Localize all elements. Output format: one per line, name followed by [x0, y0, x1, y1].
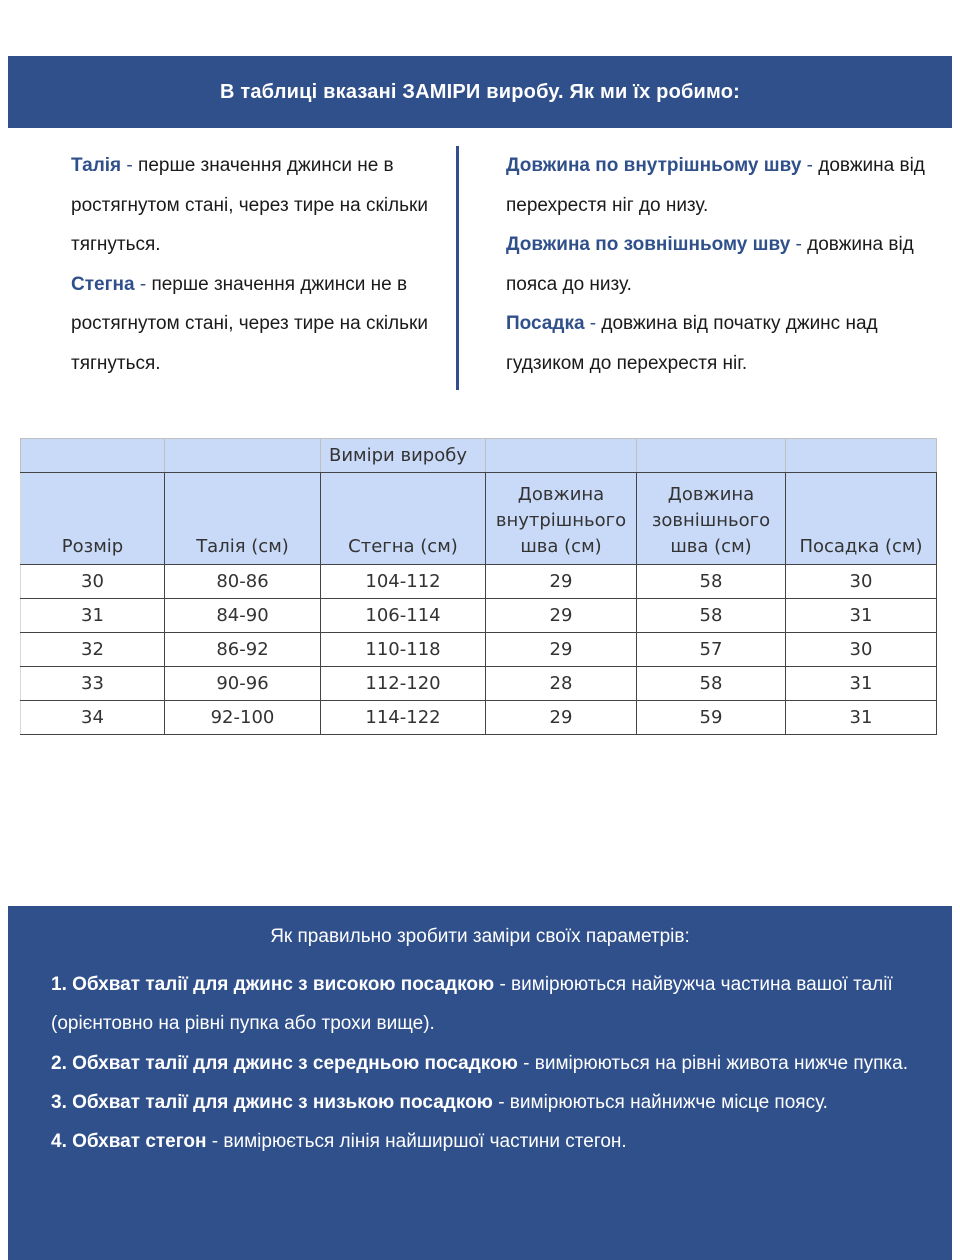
table-header-empty — [786, 439, 937, 473]
table-cell: 112-120 — [321, 667, 486, 701]
instructions-banner — [8, 906, 952, 1260]
instruction-text: - вимірюється лінія найширшої частини стегон. — [206, 1131, 627, 1153]
definition-inseam — [506, 146, 936, 225]
column-header-rise: Посадка (см) — [786, 473, 937, 565]
table-cell: 29 — [486, 599, 637, 633]
table-cell: 58 — [637, 599, 786, 633]
definition-hips — [71, 265, 441, 384]
table-cell: 58 — [637, 667, 786, 701]
table-cell: 31 — [786, 599, 937, 633]
definition-text: довжина від пояса до низу. — [506, 234, 914, 295]
column-header-inseam: Довжина внутрішнього шва (см) — [486, 473, 637, 565]
definition-outseam — [506, 225, 936, 304]
definitions-right-column — [506, 146, 936, 383]
table-cell: 59 — [637, 701, 786, 735]
table-cell: 34 — [21, 701, 165, 735]
definition-separator: - — [790, 234, 808, 255]
instruction-heading: 4. Обхват стегон — [51, 1131, 207, 1153]
table-cell: 92-100 — [165, 701, 321, 735]
table-group-label: Виміри виробу — [321, 439, 486, 473]
column-header-hips: Стегна (см) — [321, 473, 486, 565]
instructions-title: Як правильно зробити заміри своїх параметрів: — [270, 926, 690, 947]
column-header-waist: Талія (см) — [165, 473, 321, 565]
column-divider — [456, 146, 459, 390]
instruction-text: - вимірюються на рівні живота нижче пупка. — [517, 1052, 908, 1074]
definition-text: перше значення джинси не в ростягнутом стані, через тире на скільки тягнуться. — [71, 155, 428, 255]
table-cell: 32 — [21, 633, 165, 667]
table-cell: 90-96 — [165, 667, 321, 701]
definition-separator: - — [121, 155, 139, 176]
table-cell: 31 — [786, 701, 937, 735]
table-row — [21, 701, 937, 735]
size-chart-table — [20, 438, 937, 735]
instruction-text: - вимірюються найнижче місце поясу. — [492, 1091, 828, 1113]
definition-separator: - — [584, 313, 602, 334]
definition-rise — [506, 304, 936, 383]
table-cell: 84-90 — [165, 599, 321, 633]
instruction-item — [51, 1083, 931, 1122]
table-cell: 110-118 — [321, 633, 486, 667]
table-header-empty — [637, 439, 786, 473]
table-cell: 86-92 — [165, 633, 321, 667]
definition-term: Посадка — [506, 313, 585, 334]
instruction-heading: 1. Обхват талії для джинс з високою посадкою — [51, 974, 495, 995]
table-cell: 28 — [486, 667, 637, 701]
table-header-row — [21, 473, 937, 565]
table-cell: 30 — [786, 565, 937, 599]
instruction-heading: 3. Обхват талії для джинс з низькою посадкою — [51, 1091, 493, 1113]
table-cell: 31 — [786, 667, 937, 701]
table-cell: 80-86 — [165, 565, 321, 599]
table-row — [21, 633, 937, 667]
table-row — [21, 599, 937, 633]
table-row — [21, 667, 937, 701]
instruction-heading: 2. Обхват талії для джинс з середньою посадкою — [51, 1052, 518, 1074]
table-cell: 33 — [21, 667, 165, 701]
definition-term: Довжина по зовнішньому шву — [506, 234, 791, 255]
table-cell: 29 — [486, 701, 637, 735]
definition-term: Довжина по внутрішньому шву — [506, 155, 802, 176]
table-cell: 31 — [21, 599, 165, 633]
table-cell: 30 — [786, 633, 937, 667]
definition-separator: - — [134, 273, 152, 295]
table-cell: 114-122 — [321, 701, 486, 735]
table-cell: 29 — [486, 633, 637, 667]
column-header-size: Розмір — [21, 473, 165, 565]
table-header-empty — [21, 439, 165, 473]
table-cell: 58 — [637, 565, 786, 599]
table-header-empty — [486, 439, 637, 473]
table-row — [21, 565, 937, 599]
definition-text: довжина від перехрестя ніг до низу. — [506, 155, 925, 216]
column-header-outseam: Довжина зовнішнього шва (см) — [637, 473, 786, 565]
definition-term: Стегна — [71, 273, 135, 295]
table-cell: 106-114 — [321, 599, 486, 633]
table-cell: 29 — [486, 565, 637, 599]
definition-term: Талія — [71, 155, 122, 176]
instruction-item — [51, 1122, 931, 1161]
instruction-text: - вимірюються найвужча частина вашої талії (орієнтовно на рівні пупка або трохи вище). — [51, 974, 893, 1035]
table-cell: 104-112 — [321, 565, 486, 599]
table-group-header-row — [21, 439, 937, 473]
definitions-section — [0, 146, 960, 392]
measurements-header-banner — [8, 56, 952, 128]
definition-text: довжина від початку джинс над гудзиком до перехрестя ніг. — [506, 313, 878, 374]
definition-waist — [71, 146, 441, 265]
table-cell: 30 — [21, 565, 165, 599]
instruction-item — [51, 965, 931, 1044]
header-title: В таблиці вказані ЗАМІРИ виробу. Як ми їх робимо: — [219, 80, 741, 103]
table-header-empty — [165, 439, 321, 473]
definitions-left-column — [71, 146, 441, 383]
table-cell: 57 — [637, 633, 786, 667]
instruction-item — [51, 1044, 931, 1083]
definition-text: перше значення джинси не в ростягнутом стані, через тире на скільки тягнуться. — [71, 273, 428, 374]
definition-separator: - — [801, 155, 819, 176]
instructions-list — [51, 965, 931, 1161]
